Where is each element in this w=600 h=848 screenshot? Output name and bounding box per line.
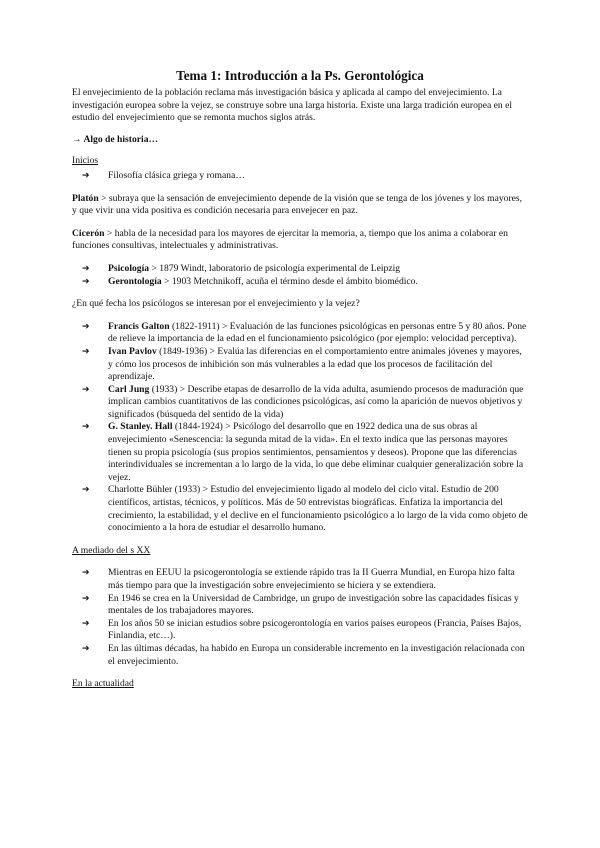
document-page <box>72 68 528 693</box>
mid-century-list <box>72 567 528 668</box>
ciceron-paragraph: Cicerón > habla de la necesidad para los mayores de ejercitar la memoria, a, tiempo que los anima a colaborar en funciones consultivas, intelectuales y administrativas. <box>72 227 508 252</box>
list-item: ➔ Psicología > 1879 Windt, laboratorio de psicología experimental de Leipzig <box>82 262 401 274</box>
list-item: ➔ En las últimas décadas, ha habido en Europa un considerable incremento en la investigación relacionada con el envejecimiento. <box>82 642 525 667</box>
list-item: ➔ Ivan Pavlov (1849-1936) > Evalúa las diferencias en el comportamiento entre animales jóvenes y mayores, y cómo los procesos de inhibición son más vulnerables a la edad que los procesos de facilitación del aprendizaje. <box>82 345 522 383</box>
list-item: ➔ Carl Jung (1933) > Describe etapas de desarrollo de la vida adulta, asumiendo procesos de maduración que implican cambios cuantitativos de las condiciones psicológicas, así como la aparición de nuevos objetivos y significados (búsqueda del sentido de la vida) <box>82 383 524 420</box>
arrow-bullet-icon: ➔ <box>82 384 90 395</box>
arrow-bullet-icon: ➔ <box>82 422 90 433</box>
arrow-bullet-icon: ➔ <box>82 643 90 654</box>
section-heading-inicios: Inicios <box>72 155 99 167</box>
section-heading-current: En la actualidad <box>72 678 134 690</box>
arrow-bullet-icon: ➔ <box>82 593 90 604</box>
arrow-bullet-icon: ➔ <box>82 263 90 274</box>
arrow-bullet-icon: ➔ <box>82 568 90 579</box>
platon-name: Platón <box>72 192 99 204</box>
list-item: ➔ Filosofía clásica griega y romana… <box>82 169 245 181</box>
section-heading-mid-century: A mediado del s XX <box>72 544 151 556</box>
intro-paragraph: El envejecimiento de la población reclama más investigación básica y aplicada al campo del envejecimiento. La investigación europea sobre la vejez, se construye sobre una larga historia. Existe una larga tradición europea en el estudio del envejecimiento que se remonta muchos siglos atrás. <box>72 87 512 124</box>
arrow-bullet-icon: ➔ <box>82 346 90 357</box>
arrow-bullet-icon: ➔ <box>82 321 90 332</box>
document-title: Tema 1: Introducción a la Ps. Gerontológica <box>176 68 424 83</box>
psychologists-list <box>72 321 528 535</box>
platon-paragraph: Platón > subraya que la sensación de envejecimiento depende de la visión que se tenga de los jóvenes y los mayores, y que vivir una vida positiva es condición necesaria para envejecer en paz. <box>72 192 523 217</box>
arrow-bullet-icon: ➔ <box>82 170 90 181</box>
list-item: ➔ Francis Galton (1822-1911) > Evaluación de las funciones psicológicas en personas entre 5 y 80 años. Pone de relieve la importancia de la edad en el funcionamiento psicológico (por ejemplo: velocidad perceptiva). <box>82 320 527 345</box>
ciceron-name: Cicerón <box>72 227 105 239</box>
arrow-bullet-icon: ➔ <box>82 485 90 496</box>
arrow-bullet-icon: ➔ <box>82 618 90 629</box>
list-item: ➔ En 1946 se crea en la Universidad de Cambridge, un grupo de investigación sobre las capacidades físicas y mentales de los trabajadores mayores. <box>82 592 519 617</box>
question-paragraph: ¿En qué fecha los psicólogos se interesan por el envejecimiento y la vejez? <box>72 298 360 310</box>
list-item: ➔ Gerontología > 1903 Metchnikoff, acuña el término desde el ámbito biomédico. <box>82 275 418 287</box>
list-item: ➔ Mientras en EEUU la psicogerontología se extiende rápido tras la II Guerra Mundial, en Europa hizo falta más tiempo para que la investigación sobre envejecimiento se hiciera y se extendiera. <box>82 567 515 591</box>
list-item: ➔ En los años 50 se inician estudios sobre psicogerontología en varios países europeos (Francia, Países Bajos, Finlandia, etc…). <box>82 617 522 642</box>
list-item: ➔ Charlotte Bühler (1933) > Estudio del envejecimiento ligado al modelo del ciclo vital. Estudio de 200 científicos, artistas, técnicos, y políticos. Más de 50 entrevistas biográficas. Enfatiza la importancia del crecimiento, la estabilidad, y el declive en el funcionamiento psicológico a lo largo de la vida como objeto de conocimiento a la hora de estudiar el desarrollo humano. <box>82 484 528 534</box>
list-item: ➔ G. Stanley. Hall (1844-1924) > Psicólogo del desarrollo que en 1922 dedica una de sus obras al envejecimiento «Senescencia: la segunda mitad de la vida». En el texto indica que las personas mayores tienen su propia psicología (sus propios sentimientos, pensamientos y deseos). Propone que las diferencias interindividuales se incrementan a lo largo de la vida, lo que debe eliminar cualquier generalización sobre la vejez. <box>82 421 524 483</box>
arrow-bullet-icon: ➔ <box>82 276 90 287</box>
history-heading: → Algo de historia… <box>72 133 159 145</box>
inicios-list <box>72 170 528 183</box>
disciplines-list <box>72 263 528 288</box>
